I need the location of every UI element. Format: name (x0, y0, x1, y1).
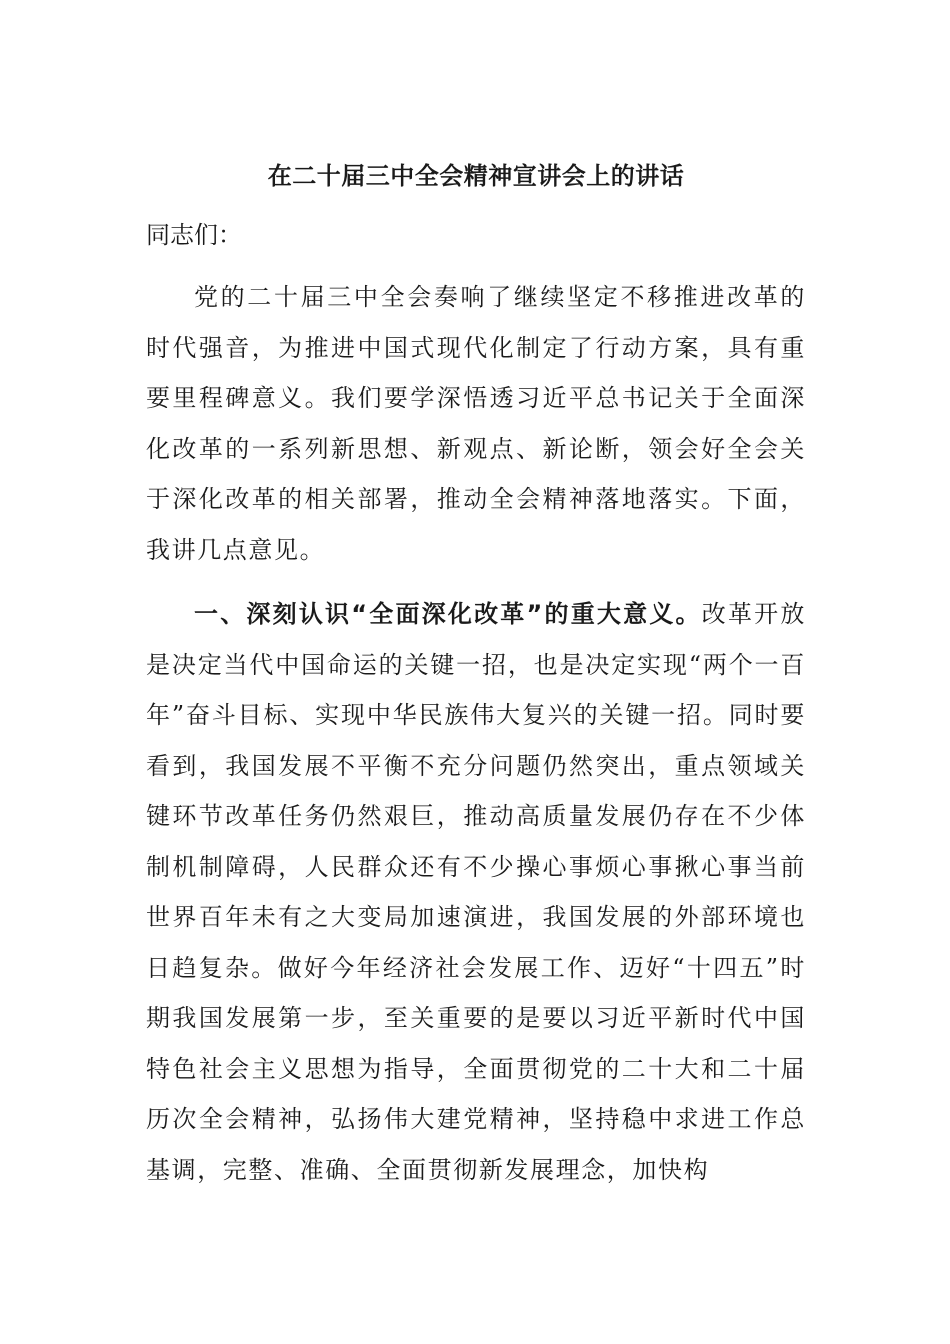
section-heading: 一、深刻认识“全面深化改革”的重大意义。 (194, 600, 702, 628)
document-title: 在二十届三中全会精神宣讲会上的讲话 (267, 162, 685, 190)
document-page (146, 150, 806, 1195)
paragraph-text: 改革开放是决定当代中国命运的关键一招，也是决定实现“两个一百年”奋斗目标、实现中华民族伟大复兴的关键一招。同时要看到，我国发展不平衡不充分问题仍然突出，重点领域关键环节改革任务仍然艰巨，推动高质量发展仍存在不少体制机制障碍，人民群众还有不少操心事烦心事揪心事当前世界百年未有之大变局加速演进，我国发展的外部环境也日趋复杂。做好今年经济社会发展工作、迈好“十四五”时期我国发展第一步，至关重要的是要以习近平新时代中国特色社会主义思想为指导，全面贯彻党的二十大和二十届历次全会精神，弘扬伟大建党精神，坚持稳中求进工作总基调，完整、准确、全面贯彻新发展理念，加快构 (146, 600, 806, 1184)
paragraph-text: 党的二十届三中全会奏响了继续坚定不移推进改革的时代强音，为推进中国式现代化制定了行动方案，具有重要里程碑意义。我们要学深悟透习近平总书记关于全面深化改革的一系列新思想、新观点、新论断，领会好全会关于深化改革的相关部署，推动全会精神落地落实。下面，我讲几点意见。 (146, 283, 806, 564)
paragraph-intro (146, 272, 806, 575)
paragraph-section-1 (146, 589, 806, 1195)
salutation: 同志们： (146, 221, 242, 249)
